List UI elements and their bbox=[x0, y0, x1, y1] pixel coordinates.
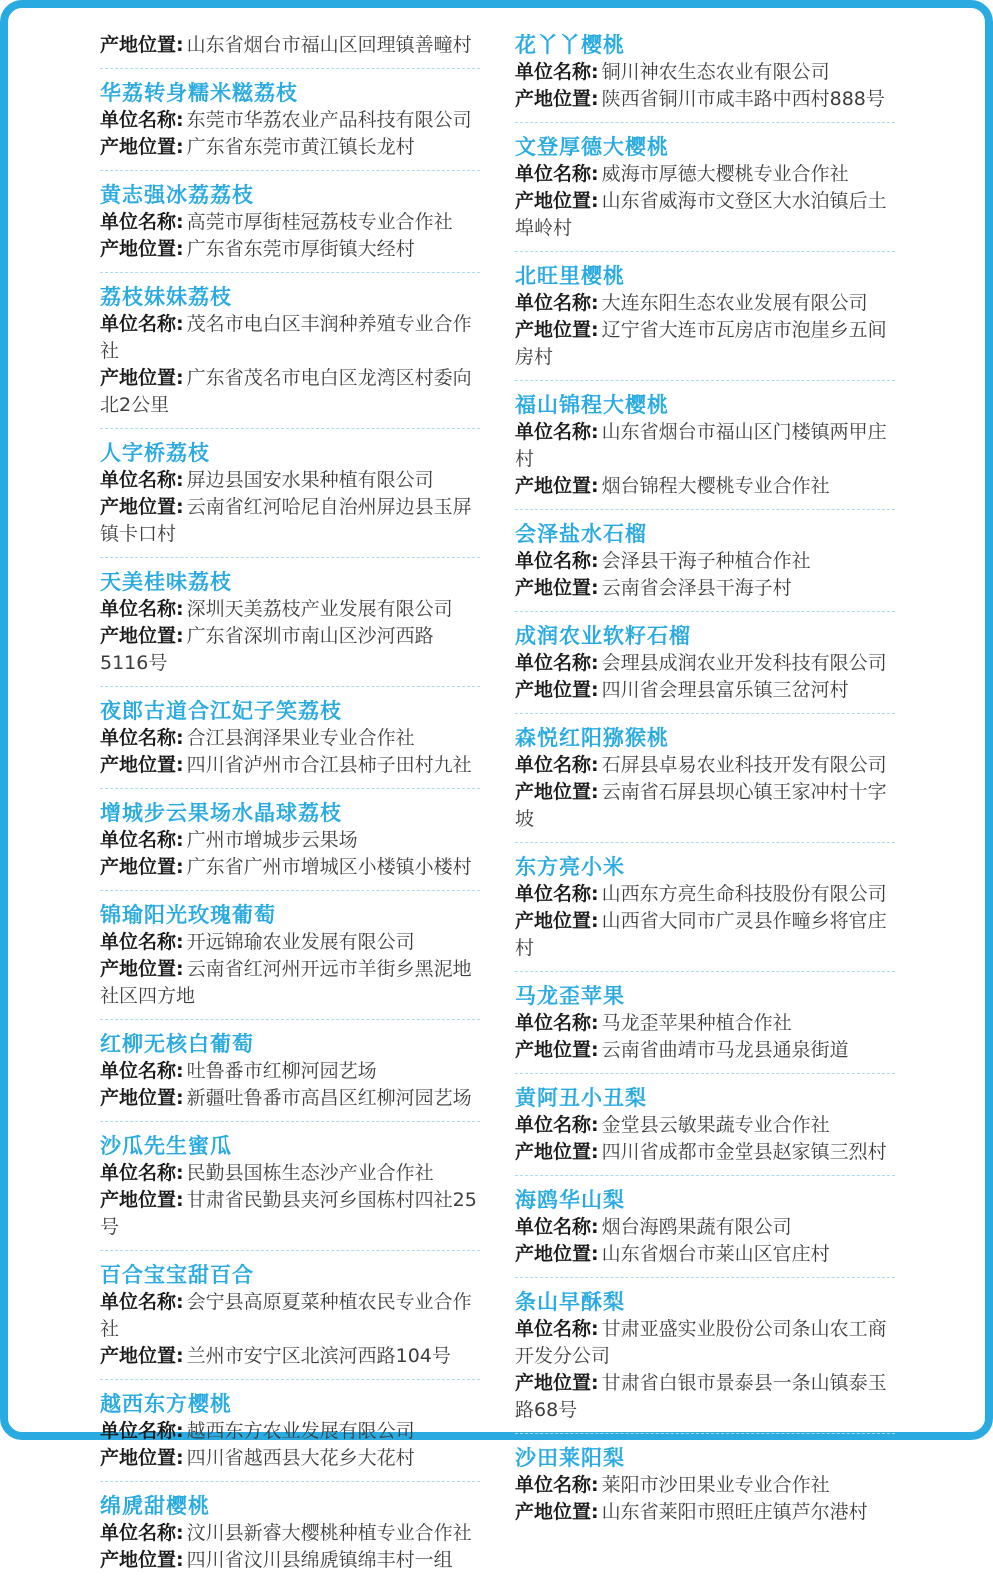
product-name: 夜郎古道合江妃子笑荔枝 bbox=[100, 699, 342, 723]
origin-value: 甘肃省民勤县夹河乡国栋村四社25号 bbox=[100, 1189, 477, 1238]
origin-label: 产地位置: bbox=[100, 856, 184, 878]
origin-row bbox=[100, 956, 480, 1010]
unit-name-label: 单位名称: bbox=[515, 61, 599, 83]
unit-name-value: 高莞市厚街桂冠荔枝专业合作社 bbox=[186, 211, 453, 233]
product-name: 东方亮小米 bbox=[515, 855, 625, 879]
origin-value: 山东省莱阳市照旺庄镇芦尔港村 bbox=[601, 1501, 868, 1523]
origin-row bbox=[100, 752, 480, 779]
unit-name-label: 单位名称: bbox=[515, 1216, 599, 1238]
origin-label: 产地位置: bbox=[515, 910, 599, 932]
product-name: 黄志强冰荔荔枝 bbox=[100, 183, 254, 207]
unit-name-row bbox=[515, 1112, 895, 1139]
produce-entry bbox=[515, 122, 895, 251]
origin-row bbox=[515, 1370, 895, 1424]
produce-entry bbox=[100, 686, 480, 788]
origin-row bbox=[100, 1547, 480, 1574]
origin-label: 产地位置: bbox=[100, 1189, 184, 1211]
origin-row bbox=[515, 1499, 895, 1526]
origin-label: 产地位置: bbox=[100, 367, 184, 389]
unit-name-label: 单位名称: bbox=[515, 652, 599, 674]
unit-name-label: 单位名称: bbox=[100, 469, 184, 491]
origin-row bbox=[100, 1445, 480, 1472]
unit-name-row bbox=[100, 596, 480, 623]
unit-name-label: 单位名称: bbox=[515, 163, 599, 185]
unit-name-value: 威海市厚德大樱桃专业合作社 bbox=[601, 163, 849, 185]
unit-name-row bbox=[100, 1520, 480, 1547]
unit-name-row bbox=[515, 1472, 895, 1499]
product-name: 北旺里樱桃 bbox=[515, 264, 625, 288]
unit-name-label: 单位名称: bbox=[100, 1291, 184, 1313]
unit-name-label: 单位名称: bbox=[515, 292, 599, 314]
unit-name-row bbox=[100, 107, 480, 134]
origin-label: 产地位置: bbox=[100, 496, 184, 518]
origin-value: 四川省成都市金堂县赵家镇三烈村 bbox=[601, 1141, 887, 1163]
origin-row bbox=[100, 623, 480, 677]
directory-content bbox=[8, 8, 985, 1583]
product-name: 会泽盐水石榴 bbox=[515, 522, 647, 546]
origin-row bbox=[100, 854, 480, 881]
unit-name-value: 山东省烟台市福山区门楼镇两甲庄村 bbox=[515, 421, 887, 470]
origin-value: 云南省曲靖市马龙县通泉街道 bbox=[601, 1039, 849, 1061]
produce-entry bbox=[100, 1379, 480, 1481]
unit-name-value: 甘肃亚盛实业股份公司条山农工商开发分公司 bbox=[515, 1318, 887, 1367]
unit-name-row bbox=[100, 929, 480, 956]
origin-value: 陕西省铜川市咸丰路中西村888号 bbox=[601, 88, 885, 110]
unit-name-label: 单位名称: bbox=[100, 598, 184, 620]
produce-entry bbox=[515, 1073, 895, 1175]
origin-label: 产地位置: bbox=[515, 1501, 599, 1523]
origin-row bbox=[515, 677, 895, 704]
produce-entry bbox=[100, 1250, 480, 1379]
produce-entry bbox=[515, 611, 895, 713]
origin-row bbox=[100, 1085, 480, 1112]
origin-row bbox=[515, 188, 895, 242]
product-name: 黄阿丑小丑梨 bbox=[515, 1086, 647, 1110]
origin-value: 四川省越西县大花乡大花村 bbox=[186, 1447, 415, 1469]
origin-label: 产地位置: bbox=[100, 34, 184, 56]
origin-value: 云南省会泽县干海子村 bbox=[601, 577, 792, 599]
unit-name-row bbox=[515, 1214, 895, 1241]
origin-label: 产地位置: bbox=[100, 238, 184, 260]
origin-row bbox=[100, 134, 480, 161]
unit-name-value: 马龙歪苹果种植合作社 bbox=[601, 1012, 792, 1034]
produce-entry bbox=[100, 1121, 480, 1250]
unit-name-row bbox=[515, 419, 895, 473]
unit-name-row bbox=[515, 548, 895, 575]
unit-name-label: 单位名称: bbox=[100, 1162, 184, 1184]
origin-row bbox=[515, 1037, 895, 1064]
product-name: 百合宝宝甜百合 bbox=[100, 1263, 254, 1287]
unit-name-value: 莱阳市沙田果业专业合作社 bbox=[601, 1474, 830, 1496]
unit-name-value: 铜川神农生态农业有限公司 bbox=[601, 61, 830, 83]
origin-value: 辽宁省大连市瓦房店市泡崖乡五间房村 bbox=[515, 319, 887, 368]
origin-label: 产地位置: bbox=[100, 136, 184, 158]
origin-value: 新疆吐鲁番市高昌区红柳河园艺场 bbox=[186, 1087, 472, 1109]
product-name: 条山早酥梨 bbox=[515, 1290, 625, 1314]
origin-label: 产地位置: bbox=[100, 1087, 184, 1109]
origin-value: 山东省烟台市福山区回理镇善疃村 bbox=[186, 34, 472, 56]
product-name: 红柳无核白葡萄 bbox=[100, 1032, 254, 1056]
unit-name-label: 单位名称: bbox=[100, 829, 184, 851]
unit-name-row bbox=[515, 290, 895, 317]
origin-value: 云南省石屏县坝心镇王家冲村十字坡 bbox=[515, 781, 887, 830]
unit-name-label: 单位名称: bbox=[515, 1474, 599, 1496]
unit-name-value: 东莞市华荔农业产品科技有限公司 bbox=[186, 109, 472, 131]
origin-label: 产地位置: bbox=[515, 88, 599, 110]
product-name: 荔枝妹妹荔枝 bbox=[100, 285, 232, 309]
origin-row bbox=[515, 779, 895, 833]
unit-name-row bbox=[100, 1058, 480, 1085]
produce-entry bbox=[100, 1019, 480, 1121]
unit-name-row bbox=[100, 725, 480, 752]
origin-row bbox=[515, 317, 895, 371]
origin-label: 产地位置: bbox=[515, 1039, 599, 1061]
unit-name-row bbox=[515, 1010, 895, 1037]
origin-value: 烟台锦程大樱桃专业合作社 bbox=[601, 475, 830, 497]
origin-label: 产地位置: bbox=[515, 1372, 599, 1394]
origin-label: 产地位置: bbox=[515, 319, 599, 341]
unit-name-value: 民勤县国栋生态沙产业合作社 bbox=[186, 1162, 434, 1184]
origin-value: 广东省茂名市电白区龙湾区村委向北2公里 bbox=[100, 367, 472, 416]
origin-value: 广东省东莞市黄江镇长龙村 bbox=[186, 136, 415, 158]
unit-name-value: 烟台海鸥果蔬有限公司 bbox=[601, 1216, 792, 1238]
unit-name-label: 单位名称: bbox=[515, 1318, 599, 1340]
product-name: 花丫丫樱桃 bbox=[515, 33, 625, 57]
produce-entry bbox=[100, 272, 480, 428]
origin-label: 产地位置: bbox=[515, 577, 599, 599]
product-name: 越西东方樱桃 bbox=[100, 1392, 232, 1416]
unit-name-label: 单位名称: bbox=[100, 1060, 184, 1082]
origin-row bbox=[515, 575, 895, 602]
origin-label: 产地位置: bbox=[515, 781, 599, 803]
unit-name-label: 单位名称: bbox=[515, 1114, 599, 1136]
produce-entry bbox=[515, 32, 895, 122]
unit-name-row bbox=[100, 1289, 480, 1343]
unit-name-value: 大连东阳生态农业发展有限公司 bbox=[601, 292, 868, 314]
origin-value: 广东省深圳市南山区沙河西路5116号 bbox=[100, 625, 434, 674]
origin-row bbox=[515, 473, 895, 500]
origin-label: 产地位置: bbox=[515, 1243, 599, 1265]
origin-value: 广东省广州市增城区小楼镇小楼村 bbox=[186, 856, 472, 878]
unit-name-row bbox=[100, 1160, 480, 1187]
product-name: 天美桂味荔枝 bbox=[100, 570, 232, 594]
origin-row bbox=[100, 32, 480, 59]
origin-label: 产地位置: bbox=[100, 625, 184, 647]
produce-entry bbox=[515, 1277, 895, 1433]
origin-value: 山西省大同市广灵县作疃乡将官庄村 bbox=[515, 910, 887, 959]
product-name: 马龙歪苹果 bbox=[515, 984, 625, 1008]
unit-name-row bbox=[100, 209, 480, 236]
origin-label: 产地位置: bbox=[100, 754, 184, 776]
origin-row bbox=[100, 1343, 480, 1370]
product-name: 沙田莱阳梨 bbox=[515, 1446, 625, 1470]
unit-name-label: 单位名称: bbox=[100, 109, 184, 131]
unit-name-value: 金堂县云敏果蔬专业合作社 bbox=[601, 1114, 830, 1136]
unit-name-row bbox=[515, 59, 895, 86]
product-name: 森悦红阳猕猴桃 bbox=[515, 726, 669, 750]
produce-entry bbox=[100, 1481, 480, 1583]
produce-entry bbox=[515, 380, 895, 509]
origin-label: 产地位置: bbox=[515, 679, 599, 701]
unit-name-value: 会理县成润农业开发科技有限公司 bbox=[601, 652, 887, 674]
produce-entry bbox=[515, 842, 895, 971]
unit-name-label: 单位名称: bbox=[100, 931, 184, 953]
unit-name-label: 单位名称: bbox=[515, 421, 599, 443]
origin-label: 产地位置: bbox=[515, 190, 599, 212]
product-name: 成润农业软籽石榴 bbox=[515, 624, 691, 648]
product-name: 文登厚德大樱桃 bbox=[515, 135, 669, 159]
unit-name-value: 广州市增城步云果场 bbox=[186, 829, 358, 851]
origin-label: 产地位置: bbox=[515, 1141, 599, 1163]
product-name: 福山锦程大樱桃 bbox=[515, 393, 669, 417]
unit-name-row bbox=[100, 467, 480, 494]
origin-value: 云南省红河州开远市羊街乡黑泥地社区四方地 bbox=[100, 958, 472, 1007]
unit-name-value: 茂名市电白区丰润种养殖专业合作社 bbox=[100, 313, 472, 362]
product-name: 增城步云果场水晶球荔枝 bbox=[100, 801, 342, 825]
origin-row bbox=[100, 494, 480, 548]
origin-value: 四川省汶川县绵虒镇绵丰村一组 bbox=[186, 1549, 453, 1571]
unit-name-value: 吐鲁番市红柳河园艺场 bbox=[186, 1060, 377, 1082]
origin-value: 四川省泸州市合江县柿子田村九社 bbox=[186, 754, 472, 776]
product-name: 海鸥华山梨 bbox=[515, 1188, 625, 1212]
produce-entry bbox=[515, 1433, 895, 1535]
unit-name-label: 单位名称: bbox=[100, 1522, 184, 1544]
unit-name-label: 单位名称: bbox=[100, 211, 184, 233]
produce-entry bbox=[515, 251, 895, 380]
unit-name-row bbox=[100, 311, 480, 365]
origin-value: 山东省烟台市莱山区官庄村 bbox=[601, 1243, 830, 1265]
unit-name-value: 开远锦瑜农业发展有限公司 bbox=[186, 931, 415, 953]
origin-value: 甘肃省白银市景泰县一条山镇泰玉路68号 bbox=[515, 1372, 887, 1421]
origin-row bbox=[100, 236, 480, 263]
origin-row bbox=[100, 365, 480, 419]
unit-name-value: 汶川县新睿大樱桃种植专业合作社 bbox=[186, 1522, 472, 1544]
unit-name-row bbox=[515, 161, 895, 188]
origin-label: 产地位置: bbox=[100, 1447, 184, 1469]
unit-name-row bbox=[515, 1316, 895, 1370]
product-name: 华荔转身糯米糍荔枝 bbox=[100, 81, 298, 105]
unit-name-value: 合江县润泽果业专业合作社 bbox=[186, 727, 415, 749]
origin-value: 云南省红河哈尼自治州屏边县玉屏镇卡口村 bbox=[100, 496, 472, 545]
unit-name-label: 单位名称: bbox=[100, 1420, 184, 1442]
unit-name-label: 单位名称: bbox=[100, 727, 184, 749]
origin-row bbox=[515, 1241, 895, 1268]
produce-entry bbox=[515, 713, 895, 842]
product-name: 绵虒甜樱桃 bbox=[100, 1494, 210, 1518]
origin-row bbox=[515, 908, 895, 962]
produce-entry bbox=[100, 68, 480, 170]
unit-name-row bbox=[100, 1418, 480, 1445]
produce-entry bbox=[100, 557, 480, 686]
origin-row bbox=[515, 1139, 895, 1166]
origin-label: 产地位置: bbox=[100, 1549, 184, 1571]
origin-value: 山东省威海市文登区大水泊镇后土埠岭村 bbox=[515, 190, 887, 239]
unit-name-label: 单位名称: bbox=[515, 550, 599, 572]
unit-name-row bbox=[515, 881, 895, 908]
origin-label: 产地位置: bbox=[515, 475, 599, 497]
origin-label: 产地位置: bbox=[100, 958, 184, 980]
unit-name-label: 单位名称: bbox=[515, 883, 599, 905]
unit-name-row bbox=[515, 650, 895, 677]
unit-name-value: 石屏县卓易农业科技开发有限公司 bbox=[601, 754, 887, 776]
unit-name-row bbox=[100, 827, 480, 854]
unit-name-label: 单位名称: bbox=[515, 754, 599, 776]
unit-name-value: 会宁县高原夏菜种植农民专业合作社 bbox=[100, 1291, 472, 1340]
produce-entry bbox=[100, 32, 480, 68]
unit-name-value: 会泽县干海子种植合作社 bbox=[601, 550, 811, 572]
produce-entry bbox=[100, 890, 480, 1019]
unit-name-label: 单位名称: bbox=[515, 1012, 599, 1034]
column-right bbox=[515, 32, 895, 1583]
produce-entry bbox=[100, 788, 480, 890]
unit-name-value: 屏边县国安水果种植有限公司 bbox=[186, 469, 434, 491]
produce-entry bbox=[515, 1175, 895, 1277]
origin-label: 产地位置: bbox=[100, 1345, 184, 1367]
origin-value: 广东省东莞市厚街镇大经村 bbox=[186, 238, 415, 260]
unit-name-value: 越西东方农业发展有限公司 bbox=[186, 1420, 415, 1442]
unit-name-label: 单位名称: bbox=[100, 313, 184, 335]
column-left bbox=[100, 32, 480, 1583]
unit-name-value: 山西东方亮生命科技股份有限公司 bbox=[601, 883, 887, 905]
product-name: 人字桥荔枝 bbox=[100, 441, 210, 465]
product-name: 锦瑜阳光玫瑰葡萄 bbox=[100, 903, 276, 927]
product-name: 沙瓜先生蜜瓜 bbox=[100, 1134, 232, 1158]
origin-row bbox=[515, 86, 895, 113]
unit-name-value: 深圳天美荔枝产业发展有限公司 bbox=[186, 598, 453, 620]
origin-row bbox=[100, 1187, 480, 1241]
produce-entry bbox=[515, 971, 895, 1073]
origin-value: 兰州市安宁区北滨河西路104号 bbox=[186, 1345, 451, 1367]
produce-entry bbox=[100, 170, 480, 272]
produce-entry bbox=[100, 428, 480, 557]
produce-entry bbox=[515, 509, 895, 611]
unit-name-row bbox=[515, 752, 895, 779]
origin-value: 四川省会理县富乐镇三岔河村 bbox=[601, 679, 849, 701]
